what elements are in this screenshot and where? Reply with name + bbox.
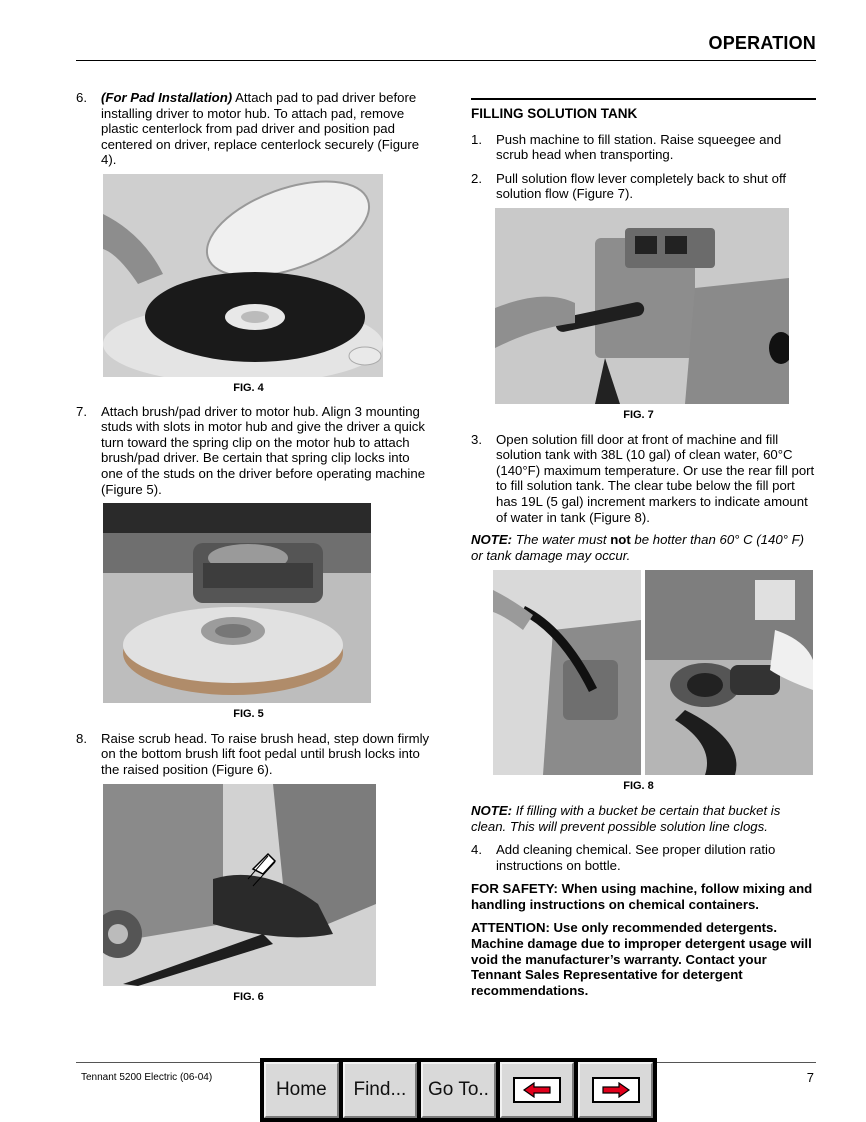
header-rule (76, 60, 816, 61)
figure-8-photo-left (493, 570, 641, 775)
arrow-right-icon (592, 1077, 640, 1103)
step-6-text: Attach pad to pad driver before installing driver to motor hub. To attach pad, remove plastic centerlock from pad driver and position pad centered on driver, replace centerlock securely (Figure 4). (101, 90, 420, 168)
subsection-title: FILLING SOLUTION TANK (471, 106, 638, 121)
step-8 (76, 731, 431, 778)
step-3-text: Open solution fill door at front of machine and fill solution tank with 38L (10 gal) of clean water, 60°C (140°F) maximum temperature. Or use the rear fill port to fill solution tank. The clear tube below the fill port has 19L (5 gal) increment markers to indicate amount of water in tank (Figure 8). (496, 431, 815, 525)
home-button[interactable]: Home (264, 1062, 339, 1118)
step-1-text: Push machine to fill station. Raise squeegee and scrub head when transporting. (496, 131, 782, 163)
step-number: 8. (76, 730, 87, 746)
step-7-text: Attach brush/pad driver to motor hub. Align 3 mounting studs with slots in motor hub and give the driver a quick turn toward the spring clip on the motor hub to attach brush/pad driver. Be certain that spring clip locks into one of the studs on the driver before operating machine (Figure 5). (101, 403, 426, 497)
footer-document-title: Tennant 5200 Electric (06-04) (81, 1072, 213, 1083)
step-number: 2. (471, 170, 482, 186)
step-7 (76, 404, 431, 498)
step-number: 6. (76, 90, 87, 105)
step-number: 4. (471, 842, 482, 858)
figure-6-photo (103, 784, 376, 986)
figure-6-caption: FIG. 6 (233, 990, 264, 1003)
step-2-text: Pull solution flow lever completely back to shut off solution flow (Figure 7). (496, 170, 787, 202)
figure-5-photo (103, 503, 371, 703)
step-6-lead: (For Pad Installation) (101, 90, 233, 105)
attention-notice: ATTENTION: Use only recommended detergents. Machine damage due to improper detergent usage will void the manufacturer’s warranty. Contact your Tennant Sales Representative for detergent recommendations. (471, 920, 812, 998)
step-3 (471, 432, 816, 526)
step-4 (471, 842, 816, 873)
note-bucket: NOTE: If filling with a bucket be certain that bucket is clean. This will prevent possible solution line clogs. (471, 802, 781, 834)
step-number: 7. (76, 403, 87, 419)
step-2 (471, 171, 816, 202)
step-number: 1. (471, 131, 482, 147)
next-page-button[interactable] (578, 1062, 653, 1118)
right-column (471, 98, 816, 998)
figure-5-caption: FIG. 5 (233, 708, 264, 721)
step-4-text: Add cleaning chemical. See proper dilution ratio instructions on bottle. (496, 842, 776, 873)
figure-4-caption: FIG. 4 (233, 381, 264, 394)
step-number: 3. (471, 431, 482, 447)
previous-page-button[interactable] (500, 1062, 575, 1118)
subsection-rule (471, 98, 816, 100)
figure-7-caption: FIG. 7 (623, 408, 654, 421)
arrow-left-icon (513, 1077, 561, 1103)
figure-8-photo-right (645, 570, 813, 775)
step-1 (471, 132, 816, 163)
left-column (76, 90, 431, 1005)
note-temperature: NOTE: The water must not be hotter than 60° C (140° F) or tank damage may occur. (471, 532, 805, 563)
navigation-bar (260, 1058, 657, 1122)
section-title: OPERATION (708, 33, 816, 53)
step-6 (76, 90, 431, 168)
page-number: 7 (806, 1070, 814, 1085)
step-8-text: Raise scrub head. To raise brush head, step down firmly on the bottom brush lift foot pedal until brush locks into the raised position (Figure 6). (101, 730, 430, 777)
figure-8-photos (493, 570, 813, 775)
figure-4-photo (103, 174, 383, 377)
find-button[interactable]: Find... (343, 1062, 418, 1118)
goto-button[interactable]: Go To.. (421, 1062, 496, 1118)
figure-7-photo (495, 208, 789, 404)
safety-notice: FOR SAFETY: When using machine, follow mixing and handling instructions on chemical containers. (471, 881, 813, 912)
figure-8-caption: FIG. 8 (623, 780, 654, 793)
